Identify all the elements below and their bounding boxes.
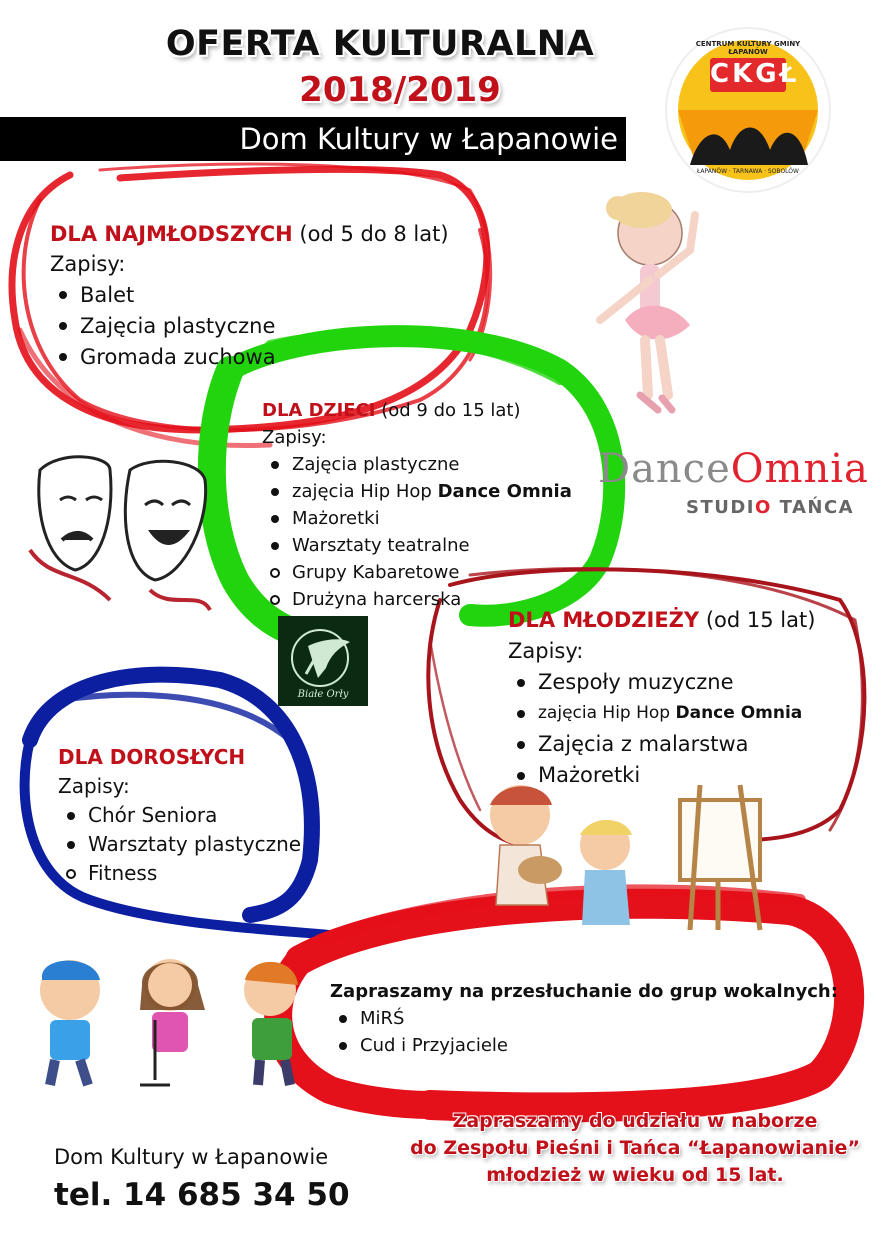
- dance-omnia-word-dance: Dance: [598, 446, 731, 492]
- list-item: Cud i Przyjaciele: [330, 1032, 838, 1059]
- section-youth-signup: Zapisy:: [508, 639, 584, 663]
- ckgl-logo-letters: CKGŁ: [710, 59, 800, 89]
- list-item: Fitness: [58, 859, 301, 888]
- list-item: MiRŚ: [330, 1005, 838, 1032]
- list-item-text: zajęcia Hip Hop: [538, 703, 671, 723]
- section-youth: [508, 605, 815, 791]
- page-title: OFERTA KULTURALNA: [165, 24, 595, 64]
- list-item: Mażoretki: [262, 505, 572, 532]
- invitation-line-3: młodzież w wieku od 15 lat.: [486, 1164, 784, 1186]
- ckgl-logo-arc-text: CENTRUM KULTURY GMINY ŁAPANÓW: [695, 40, 801, 56]
- list-item: [262, 478, 572, 505]
- ballerina-illustration: [600, 192, 695, 410]
- page-subtitle: Dom Kultury w Łapanowie: [239, 122, 618, 156]
- section-children-age: (od 9 do 15 lat): [381, 400, 521, 421]
- singing-kids-illustration: [40, 959, 298, 1085]
- section-vocal-title: Zapraszamy na przesłuchanie do grup wokalnych:: [330, 981, 838, 1002]
- theatre-masks-illustration: [30, 457, 210, 610]
- section-youngest-signup: Zapisy:: [50, 251, 126, 276]
- section-vocal: [330, 978, 838, 1059]
- list-item: Gromada zuchowa: [50, 342, 449, 373]
- studio-text-o: O: [755, 497, 772, 518]
- list-item: Zajęcia plastyczne: [262, 451, 572, 478]
- scouts-logo-text: Białe Orły: [297, 689, 349, 700]
- dance-omnia-studio-label: [686, 497, 854, 518]
- list-item-text: zajęcia Hip Hop: [292, 481, 432, 502]
- section-youth-age: (od 15 lat): [705, 608, 816, 632]
- list-item: Warsztaty plastyczne: [58, 830, 301, 859]
- studio-text-b: TAŃCA: [771, 497, 855, 518]
- section-youngest-age: (od 5 do 8 lat): [299, 222, 449, 246]
- list-item: [508, 698, 815, 729]
- dance-omnia-word-omnia: Omnia: [730, 446, 869, 492]
- list-item: Zajęcia z malarstwa: [508, 729, 815, 760]
- list-item: Zajęcia plastyczne: [50, 311, 449, 342]
- list-item: Balet: [50, 280, 449, 311]
- section-youth-title: DLA MŁODZIEŻY: [508, 608, 700, 632]
- section-children-title: DLA DZIECI: [262, 400, 376, 421]
- section-children-signup: Zapisy:: [262, 427, 327, 448]
- invitation-line-1: Zapraszamy do udziału w naborze: [452, 1110, 818, 1132]
- section-adults-title: DLA DOROSŁYCH: [58, 745, 246, 769]
- list-item: Chór Seniora: [58, 801, 301, 830]
- scouts-logo: [278, 616, 368, 706]
- list-item: Warsztaty teatralne: [262, 532, 572, 559]
- section-adults-signup: Zapisy:: [58, 774, 130, 798]
- section-youngest: [50, 220, 449, 373]
- invitation-line-2: do Zespołu Pieśni i Tańca “Łapanowianie”: [410, 1137, 860, 1159]
- list-item: Mażoretki: [508, 760, 815, 791]
- footer-institution: Dom Kultury w Łapanowie: [54, 1145, 329, 1169]
- dance-omnia-brand: Dance Omnia: [675, 703, 803, 723]
- list-item: Grupy Kabaretowe: [262, 559, 572, 586]
- list-item: Drużyna harcerska: [262, 586, 572, 613]
- page-year: 2018/2019: [299, 70, 501, 110]
- invitation-text: [400, 1108, 870, 1189]
- section-children: [262, 397, 572, 613]
- section-youngest-title: DLA NAJMŁODSZYCH: [50, 222, 293, 246]
- studio-text-a: STUDI: [686, 497, 755, 518]
- dance-omnia-brand: Dance Omnia: [437, 481, 572, 502]
- ckgl-logo-bottom-text: ŁAPANÓW · TARNAWA · SOBOLÓW: [697, 168, 799, 175]
- list-item: Zespoły muzyczne: [508, 667, 815, 698]
- footer-phone: tel. 14 685 34 50: [54, 1177, 350, 1213]
- section-adults: [58, 743, 301, 888]
